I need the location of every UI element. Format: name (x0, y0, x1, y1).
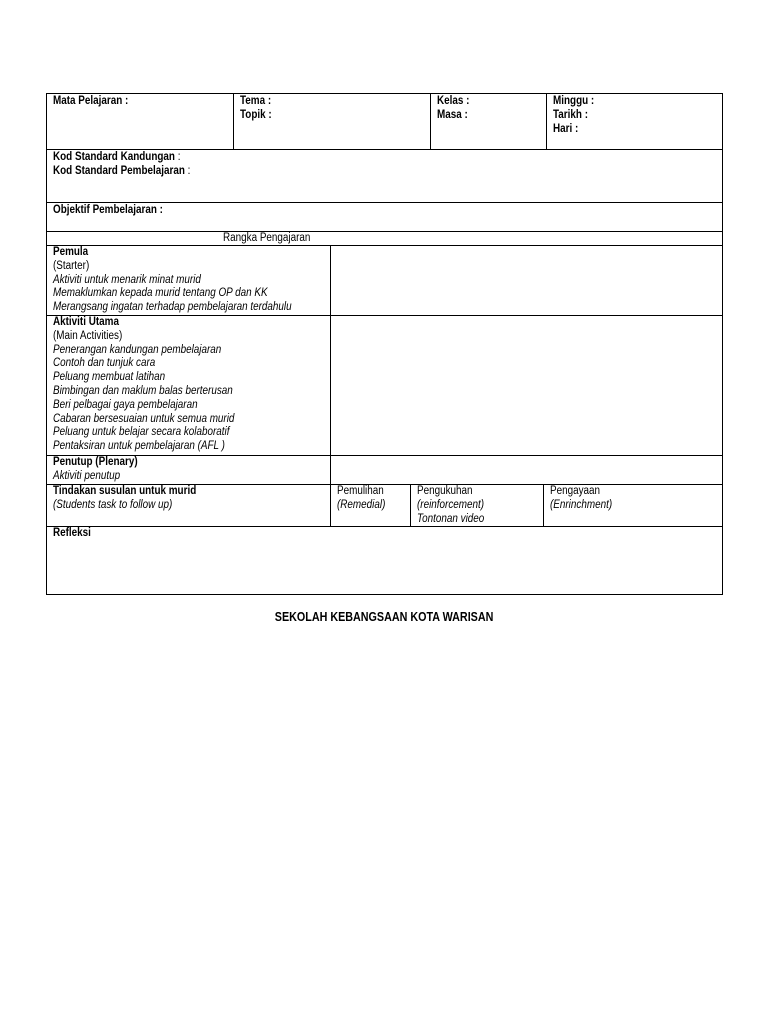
aktiviti-subtitle: (Main Activities) (53, 329, 123, 342)
penutup-title: Penutup (Plenary) (53, 456, 138, 468)
pengayaan-label: Pengayaan (550, 485, 601, 497)
pemula-cell (47, 246, 331, 315)
aktiviti-item: Peluang membuat latihan (53, 371, 166, 384)
tindakan-subtitle: (Students task to follow up) (53, 498, 173, 511)
standard-pembelajaran-label: Kod Standard Pembelajaran (53, 164, 185, 177)
tindakan-title: Tindakan susulan untuk murid (53, 485, 197, 497)
tema-topik-cell (234, 94, 431, 149)
penutup-notes-cell (331, 456, 723, 484)
aktiviti-item: Peluang untuk belajar secara kolaboratif (53, 426, 230, 439)
masa-label: Masa : (437, 108, 468, 121)
aktiviti-row (47, 316, 723, 456)
standard-kandungan-colon: : (174, 151, 181, 163)
standard-pembelajaran-line (53, 165, 623, 179)
header-row (47, 94, 723, 150)
tindakan-row (47, 485, 723, 527)
minggu-cell (547, 94, 723, 149)
school-name (0, 610, 768, 624)
kelas-masa-cell (431, 94, 547, 149)
pengayaan-cell (544, 485, 723, 526)
objektif-row (47, 203, 723, 232)
topik-label: Topik : (240, 108, 272, 121)
standard-pembelajaran-colon: : (184, 164, 191, 177)
tema-label: Tema : (240, 95, 272, 107)
pemula-notes-cell (331, 246, 723, 315)
mata-pelajaran-cell (47, 94, 234, 149)
tindakan-cell (47, 485, 331, 526)
hari-label: Hari : (553, 122, 579, 135)
pemula-title: Pemula (53, 246, 89, 258)
pengukuhan-cell (411, 485, 544, 526)
rangka-cell (47, 232, 723, 245)
objektif-label: Objektif Pembelajaran : (53, 204, 163, 216)
pemulihan-label: Pemulihan (337, 485, 384, 497)
aktiviti-item: Contoh dan tunjuk cara (53, 357, 156, 370)
pemula-item: Memaklumkan kepada murid tentang OP dan KK (53, 287, 268, 300)
tarikh-label: Tarikh : (553, 108, 588, 121)
standard-row (47, 150, 723, 203)
aktiviti-item: Penerangan kandungan pembelajaran (53, 343, 222, 356)
aktiviti-item: Beri pelbagai gaya pembelajaran (53, 398, 198, 411)
minggu-label: Minggu : (553, 95, 595, 107)
pemula-subtitle: (Starter) (53, 259, 90, 272)
pengukuhan-label: Pengukuhan (417, 485, 473, 497)
aktiviti-item: Bimbingan dan maklum balas berterusan (53, 384, 233, 397)
pemula-row (47, 246, 723, 316)
kelas-label: Kelas : (437, 95, 470, 107)
lesson-plan-table (46, 93, 723, 595)
pemula-item: Merangsang ingatan terhadap pembelajaran terdahulu (53, 301, 292, 314)
pemula-item: Aktiviti untuk menarik minat murid (53, 273, 201, 286)
aktiviti-title: Aktiviti Utama (53, 316, 119, 328)
standard-kandungan-line (53, 151, 623, 165)
objektif-cell (47, 203, 723, 231)
mata-pelajaran-label: Mata Pelajaran : (53, 95, 129, 107)
school-name-text: SEKOLAH KEBANGSAAN KOTA WARISAN (274, 610, 494, 624)
refleksi-label: Refleksi (53, 527, 91, 539)
pemulihan-en: (Remedial) (337, 498, 386, 511)
standard-kandungan-label: Kod Standard Kandungan (53, 151, 175, 163)
standard-cell (47, 150, 723, 202)
pengukuhan-en: (reinforcement) (417, 498, 485, 511)
aktiviti-item: Cabaran bersesuaian untuk semua murid (53, 412, 235, 425)
rangka-row (47, 232, 723, 246)
penutup-item: Aktiviti penutup (53, 469, 121, 482)
aktiviti-cell (47, 316, 331, 455)
pengukuhan-item: Tontonan video (417, 512, 485, 525)
aktiviti-item: Pentaksiran untuk pembelajaran (AFL ) (53, 440, 225, 453)
pemulihan-cell (331, 485, 411, 526)
penutup-row (47, 456, 723, 485)
refleksi-row (47, 527, 723, 595)
rangka-label: Rangka Pengajaran (223, 232, 311, 244)
penutup-cell (47, 456, 331, 484)
refleksi-cell (47, 527, 723, 594)
pengayaan-en: (Enrinchment) (550, 498, 613, 511)
aktiviti-notes-cell (331, 316, 723, 455)
